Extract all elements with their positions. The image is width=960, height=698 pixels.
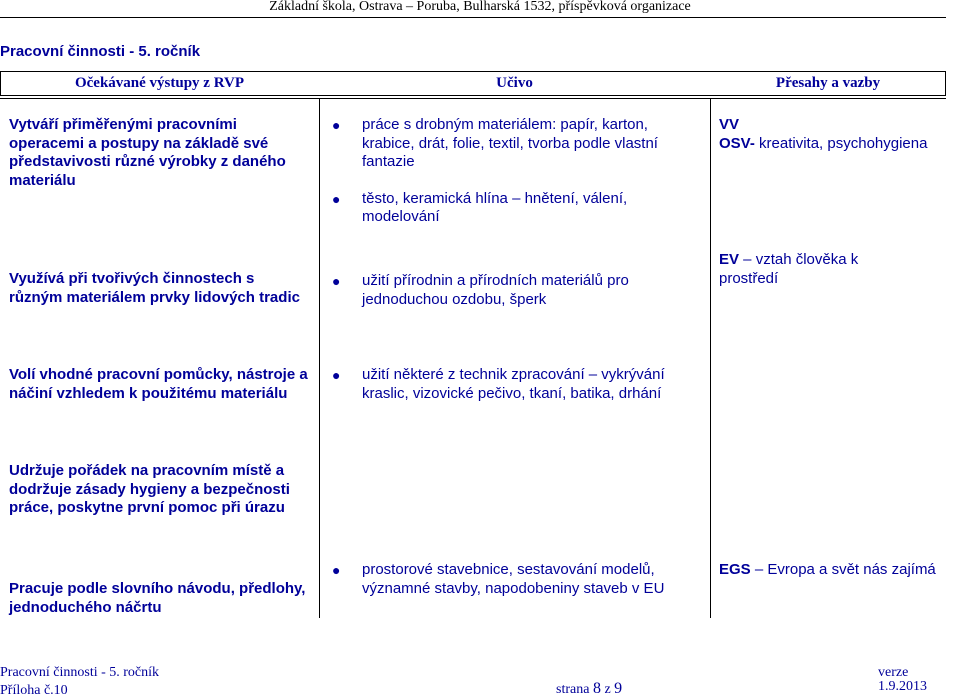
ucivo-item-text: užití přírodnin a přírodních materiálů pro jednoduchou ozdobu, šperk <box>362 272 629 308</box>
footer-attachment: Příloha č.10 <box>0 683 68 698</box>
ucivo-row-2 <box>332 272 702 309</box>
bullet-icon: ● <box>332 190 341 207</box>
presahy-text: kreativita, psychohygiena <box>754 134 928 152</box>
col-divider-2 <box>710 98 711 618</box>
bullet-icon: ● <box>332 117 341 133</box>
header-rule <box>0 17 946 18</box>
output-row-4: Udržuje pořádek na pracovním místě a dodržuje zásady hygieny a bezpečnosti práce, poskytne první pomoc při úrazu <box>9 462 290 516</box>
column-header-outputs: Očekávané výstupy z RVP <box>74 75 245 91</box>
footer-title: Pracovní činnosti - 5. ročník <box>0 665 160 680</box>
ucivo-item-text: práce s drobným materiálem: papír, karton, krabice, drát, folie, textil, tvorba podle vlastní fantazie <box>362 116 658 170</box>
presahy-code: EV <box>719 251 740 268</box>
output-row-2: Využívá při tvořivých činnostech s různým materiálem prvky lidových tradic <box>9 270 300 306</box>
presahy-code: VV <box>719 116 740 133</box>
list-item <box>332 272 702 309</box>
ucivo-row-3 <box>332 366 702 403</box>
list-item <box>332 366 702 403</box>
list-item <box>332 190 702 227</box>
footer-version: verze 1.9.2013 <box>878 665 927 694</box>
presahy-row-1 <box>719 116 939 153</box>
page-total: 9 <box>614 680 623 697</box>
bullet-icon: ● <box>332 562 341 578</box>
header-bottom-rule <box>0 95 946 96</box>
bullet-icon: ● <box>332 273 341 289</box>
ucivo-item-text: užití některé z technik zpracování – vykrývání kraslic, vizovické pečivo, tkaní, batika, drhání <box>362 366 665 402</box>
ucivo-item-text: prostorové stavebnice, sestavování modelů, významné stavby, napodobeniny staveb v EU <box>362 561 665 597</box>
presahy-text: – vztah člověka k prostředí <box>719 251 859 287</box>
presahy-row-5 <box>719 561 939 580</box>
page-current: 8 <box>592 680 601 697</box>
column-header-presahy: Přesahy a vazby <box>775 75 881 91</box>
presahy-row-2 <box>719 251 879 288</box>
bullet-icon: ● <box>332 367 341 383</box>
page-label: strana <box>556 682 590 697</box>
output-row-5: Pracuje podle slovního návodu, předlohy, jednoduchého náčrtu <box>9 580 306 616</box>
table-top-rule <box>0 71 946 72</box>
ucivo-row-5 <box>332 561 702 598</box>
page-number <box>556 682 622 697</box>
page-separator: z <box>604 682 611 697</box>
output-row-3: Volí vhodné pracovní pomůcky, nástroje a náčiní vzhledem k použitému materiálu <box>9 366 308 402</box>
list-item <box>332 116 702 172</box>
page-title: Pracovní činnosti - 5. ročník <box>0 43 201 60</box>
ucivo-row-1 <box>332 116 702 227</box>
output-row-1: Vytváří přiměřenými pracovními operacemi a postupy na základě své představivosti různé výrobky z daného materiálu <box>9 116 286 189</box>
column-header-ucivo: Učivo <box>496 75 533 91</box>
list-item <box>332 561 702 598</box>
presahy-code: EGS <box>719 561 751 578</box>
document-header: Základní škola, Ostrava – Poruba, Bulharská 1532, příspěvková organizace <box>269 0 691 14</box>
presahy-code: OSV- <box>719 134 755 152</box>
presahy-text: – Evropa a svět nás zajímá <box>750 561 936 578</box>
header-bottom-rule-double <box>0 98 946 99</box>
ucivo-item-text: těsto, keramická hlína – hnětení, válení, modelování <box>362 189 628 225</box>
col-divider-1 <box>319 98 320 618</box>
